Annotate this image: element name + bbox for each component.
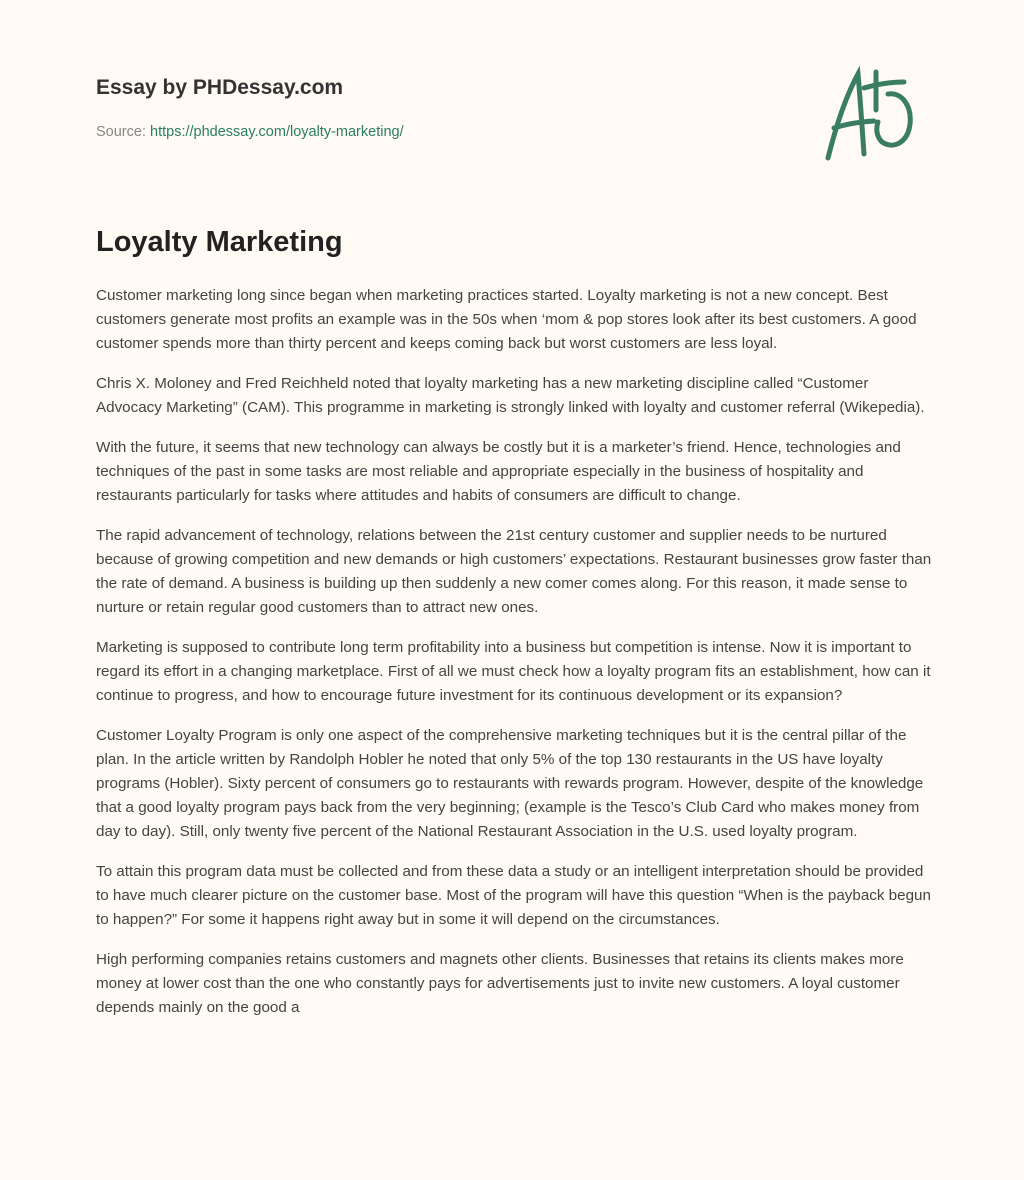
a-plus-logo-icon [818,66,930,166]
source-line [96,124,404,140]
source-label: Source: [96,124,146,140]
paragraph: Customer Loyalty Program is only one aspect of the comprehensive marketing techniques but it is the central pillar of the plan. In the article written by Randolph Hobler he noted that only 5% of the top 130 restaurants in the US have loyalty programs (Hobler). Sixty percent of consumers go to restaurants with rewards program. However, despite of the knowledge that a good loyalty program pays back from the very beginning; (example is the Tesco’s Club Card who makes money from day to day). Still, only twenty five percent of the National Restaurant Association in the U.S. used loyalty program. [96,727,924,840]
paragraph: Marketing is supposed to contribute long term profitability into a business but competition is intense. Now it is important to regard its effort in a changing marketplace. First of all we must check how a loyalty program fits an establishment, how can it continue to progress, and how to encourage future investment for its continuous development or its expansion? [96,639,931,704]
paragraph: With the future, it seems that new technology can always be costly but it is a marketer’s friend. Hence, technologies and techniques of the past in some tasks are most reliable and appropriate especially in the business of hospitality and restaurants particularly for tasks where attitudes and habits of consumers are difficult to change. [96,439,901,504]
paragraph: Customer marketing long since began when marketing practices started. Loyalty marketing is not a new concept. Best customers generate most profits an example was in the 50s when ‘mom & pop stores look after its best customers. A good customer spends more than thirty percent and keeps coming back but worst customers are less loyal. [96,287,917,352]
paragraph: To attain this program data must be collected and from these data a study or an intelligent interpretation should be provided to have much clearer picture on the customer base. Most of the program will have this question “When is the payback begun to happen?” For some it happens right away but in some it will depend on the circumstances. [96,863,931,928]
paragraph: The rapid advancement of technology, relations between the 21st century customer and supplier needs to be nurtured because of growing competition and new demands or high customers’ expectations. Restaurant businesses grow faster than the rate of demand. A business is building up then suddenly a new comer comes along. For this reason, it made sense to nurture or retain regular good customers than to attract new ones. [96,527,932,616]
essay-title: Loyalty Marketing [96,226,343,258]
brand-title: Essay by PHDessay.com [96,76,344,99]
essay-body [96,284,932,1036]
source-link[interactable]: https://phdessay.com/loyalty-marketing/ [150,124,404,140]
paragraph: Chris X. Moloney and Fred Reichheld noted that loyalty marketing has a new marketing discipline called “Customer Advocacy Marketing” (CAM). This programme in marketing is strongly linked with loyalty and customer referral (Wikepedia). [96,375,925,416]
paragraph: High performing companies retains customers and magnets other clients. Businesses that retains its clients makes more money at lower cost than the one who constantly pays for advertisements just to invite new customers. A loyal customer depends mainly on the good a [96,951,904,1016]
